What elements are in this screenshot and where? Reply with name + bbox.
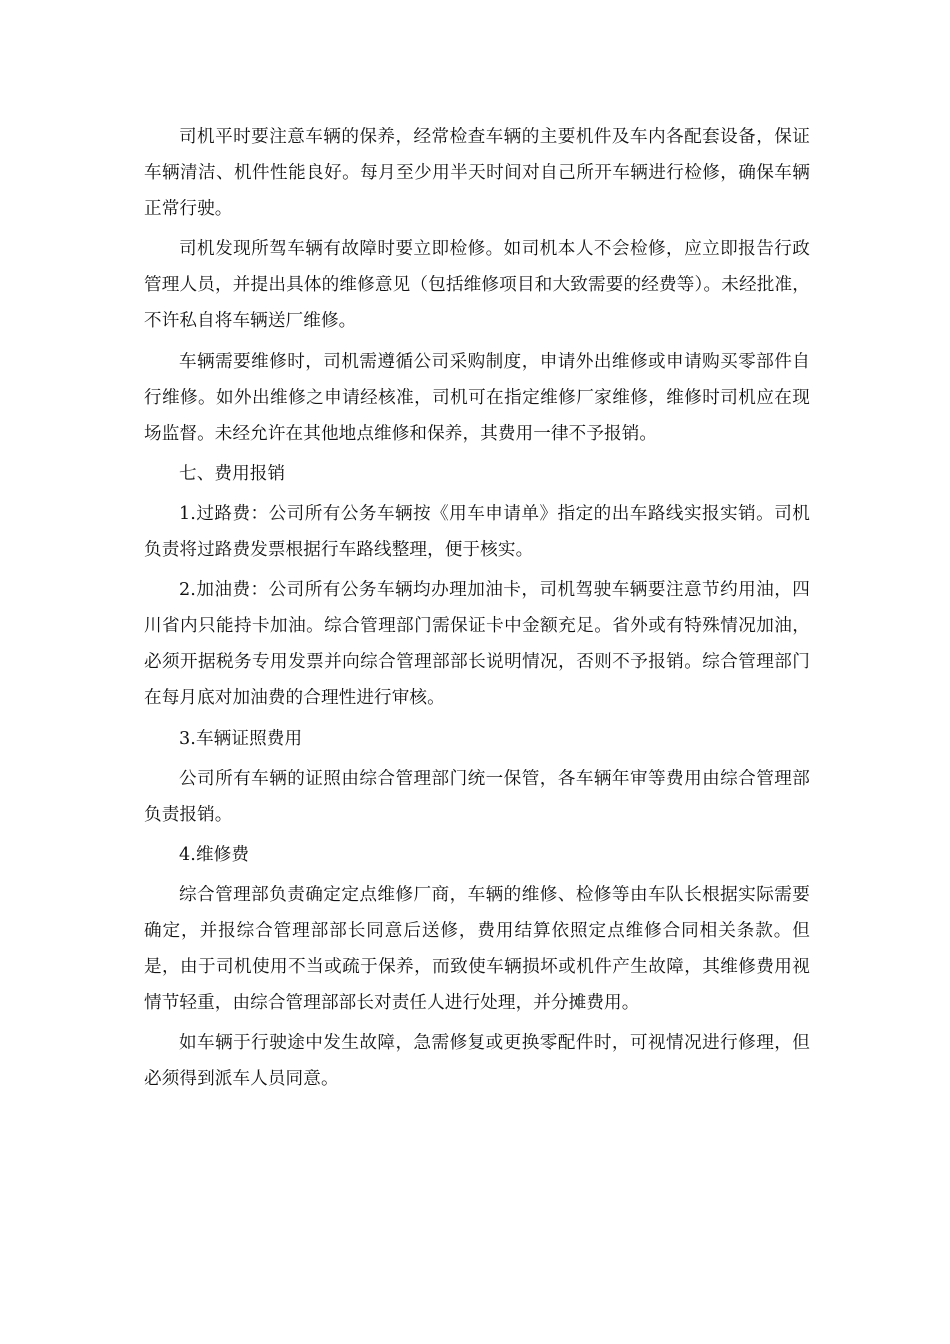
paragraph-vehicle-maintenance: 司机平时要注意车辆的保养，经常检查车辆的主要机件及车内各配套设备，保证车辆清洁、机件性能良好。每月至少用半天时间对自己所开车辆进行检修，确保车辆正常行驶。 <box>144 127 810 220</box>
subheading-repair-fees: 4.维修费 <box>179 844 250 865</box>
paragraph-repair-fees: 综合管理部负责确定定点维修厂商，车辆的维修、检修等由车队长根据实际需要确定，并报综合管理部部长同意后送修，费用结算依照定点维修合同相关条款。但是，由于司机使用不当或疏于保养，而致使车辆损坏或机件产生故障，其维修费用视情节轻重，由综合管理部部长对责任人进行处理，并分摊费用。 <box>144 884 810 1014</box>
paragraph-toll-fees: 1.过路费：公司所有公务车辆按《用车申请单》指定的出车路线实报实销。司机负责将过路费发票根据行车路线整理，便于核实。 <box>144 503 810 561</box>
paragraph-repair-procedure: 车辆需要维修时，司机需遵循公司采购制度，申请外出维修或申请购买零部件自行维修。如外出维修之申请经核准，司机可在指定维修厂家维修，维修时司机应在现场监督。未经允许在其他地点维修和保养，其费用一律不予报销。 <box>144 351 810 444</box>
subheading-license-fees: 3.车辆证照费用 <box>179 728 303 749</box>
paragraph-roadside-breakdown: 如车辆于行驶途中发生故障，急需修复或更换零配件时，可视情况进行修理，但必须得到派车人员同意。 <box>144 1033 810 1090</box>
document-body <box>144 119 810 1101</box>
section-heading-expense-reimbursement: 七、费用报销 <box>179 463 286 484</box>
paragraph-fault-repair: 司机发现所驾车辆有故障时要立即检修。如司机本人不会检修，应立即报告行政管理人员，并提出具体的维修意见（包括维修项目和大致需要的经费等）。未经批准，不许私自将车辆送厂维修。 <box>144 239 810 332</box>
paragraph-fuel-fees: 2.加油费：公司所有公务车辆均办理加油卡，司机驾驶车辆要注意节约用油，四川省内只能持卡加油。综合管理部门需保证卡中金额充足。省外或有特殊情况加油，必须开据税务专用发票并向综合管理部部长说明情况，否则不予报销。综合管理部门在每月底对加油费的合理性进行审核。 <box>144 580 810 709</box>
paragraph-license-fees: 公司所有车辆的证照由综合管理部门统一保管，各车辆年审等费用由综合管理部负责报销。 <box>144 768 810 825</box>
